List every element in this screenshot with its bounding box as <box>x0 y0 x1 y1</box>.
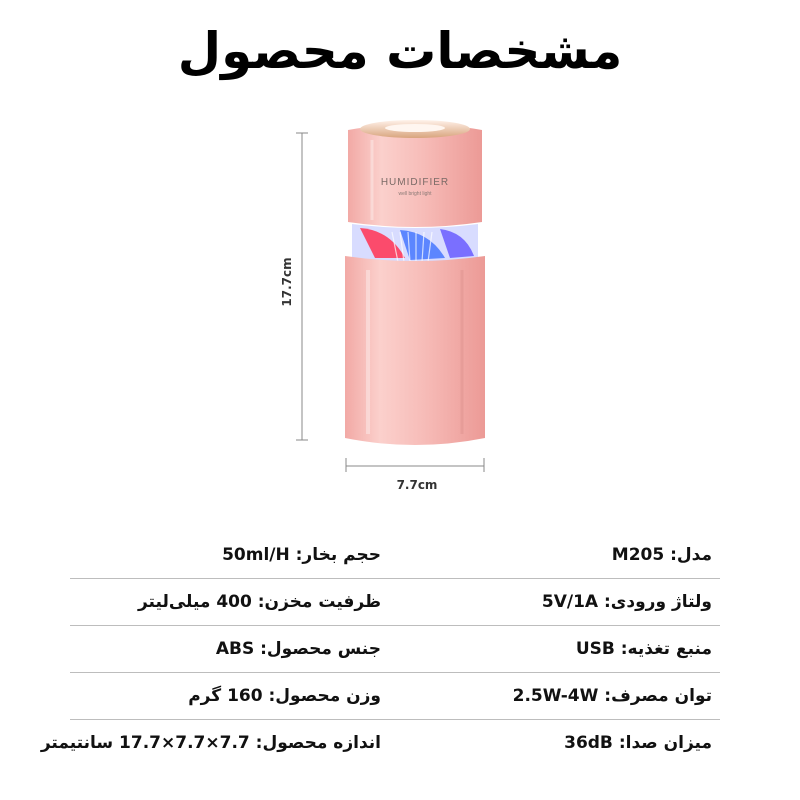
spec-row <box>70 532 720 579</box>
spec-tank-capacity: ظرفیت مخزن: 400 میلی‌لیتر <box>137 592 381 612</box>
width-label: 7.7cm <box>396 478 438 492</box>
humidifier-body <box>345 256 485 445</box>
height-dimension-line <box>296 133 308 440</box>
spec-noise-level: میزان صدا: 36dB <box>564 733 712 753</box>
page-title: مشخصات محصول <box>177 22 623 80</box>
glow-light-section <box>352 224 478 264</box>
spec-model: مدل: M205 <box>611 545 712 565</box>
spec-power-source: منبع تغذیه: USB <box>575 639 712 659</box>
spec-material: جنس محصول: ABS <box>215 639 381 659</box>
humidifier-top-section <box>348 120 482 227</box>
spec-row <box>70 579 720 626</box>
spec-weight: وزن محصول: 160 گرم <box>188 686 381 706</box>
spec-steam-volume: حجم بخار: 50ml/H <box>222 545 381 565</box>
height-label: 17.7cm <box>280 257 294 307</box>
width-dimension-line <box>346 458 484 472</box>
spec-row <box>70 626 720 673</box>
spec-row <box>40 720 720 766</box>
tagline-label: well bright light <box>398 191 432 197</box>
spec-row <box>70 673 720 720</box>
spec-input-voltage: ولتاژ ورودی: 5V/1A <box>541 592 712 612</box>
spec-table <box>40 532 720 766</box>
spec-power-consumption: توان مصرف: 2.5W-4W <box>512 686 712 706</box>
spec-dimensions: اندازه محصول: 7.7×7.7×17.7 سانتیمتر <box>40 733 381 753</box>
brand-label: HUMIDIFIER <box>380 177 450 188</box>
